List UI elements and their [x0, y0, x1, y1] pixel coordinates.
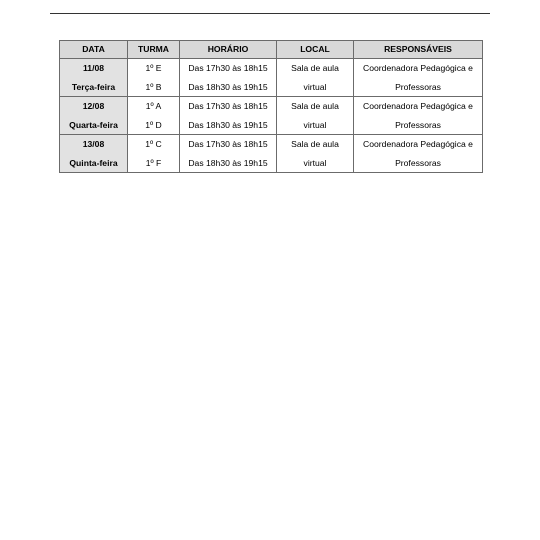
turma-cell: [128, 97, 180, 135]
turma-cell: [128, 135, 180, 173]
horario-label: Das 17h30 às 18h15: [188, 63, 268, 73]
date-cell: [60, 59, 128, 97]
date-cell: [60, 97, 128, 135]
local-label: virtual: [303, 119, 327, 130]
responsaveis-label: Coordenadora Pedagógica e: [363, 101, 473, 111]
horario-label: Das 17h30 às 18h15: [188, 139, 268, 149]
local-label: virtual: [303, 81, 327, 92]
date-label: 13/08: [82, 139, 105, 149]
weekday-label: Quarta-feira: [69, 119, 118, 130]
weekday-label: Quinta-feira: [69, 157, 118, 168]
responsaveis-cell: [354, 59, 483, 97]
header-date: DATA: [60, 41, 128, 59]
header-responsaveis: RESPONSÁVEIS: [354, 41, 483, 59]
local-cell: [277, 59, 354, 97]
local-label: virtual: [303, 157, 327, 168]
table-row: [60, 59, 483, 97]
responsaveis-label: Professoras: [395, 119, 441, 130]
local-cell: [277, 97, 354, 135]
turma-label: 1º C: [145, 139, 162, 149]
turma-label: 1º E: [145, 63, 162, 73]
responsaveis-label: Coordenadora Pedagógica e: [363, 63, 473, 73]
horario-cell: [180, 97, 277, 135]
local-label: Sala de aula: [291, 139, 339, 149]
schedule-table: [59, 40, 483, 173]
table-header-row: [60, 41, 483, 59]
turma-cell: [128, 59, 180, 97]
header-rule: [50, 13, 490, 14]
turma-label: 1º D: [145, 119, 162, 130]
header-local: LOCAL: [277, 41, 354, 59]
horario-label: Das 18h30 às 19h15: [188, 81, 268, 92]
turma-label: 1º B: [145, 81, 162, 92]
weekday-label: Terça-feira: [71, 81, 116, 92]
horario-label: Das 18h30 às 19h15: [188, 157, 268, 168]
table-row: [60, 135, 483, 173]
turma-label: 1º F: [145, 157, 162, 168]
header-horario: HORÁRIO: [180, 41, 277, 59]
local-cell: [277, 135, 354, 173]
date-label: 12/08: [82, 101, 105, 111]
turma-label: 1º A: [145, 101, 162, 111]
responsaveis-cell: [354, 97, 483, 135]
local-label: Sala de aula: [291, 101, 339, 111]
horario-label: Das 18h30 às 19h15: [188, 119, 268, 130]
date-cell: [60, 135, 128, 173]
table-row: [60, 97, 483, 135]
horario-cell: [180, 59, 277, 97]
responsaveis-label: Professoras: [395, 81, 441, 92]
horario-cell: [180, 135, 277, 173]
header-turma: TURMA: [128, 41, 180, 59]
date-label: 11/08: [82, 63, 105, 73]
responsaveis-label: Professoras: [395, 157, 441, 168]
local-label: Sala de aula: [291, 63, 339, 73]
responsaveis-cell: [354, 135, 483, 173]
responsaveis-label: Coordenadora Pedagógica e: [363, 139, 473, 149]
horario-label: Das 17h30 às 18h15: [188, 101, 268, 111]
